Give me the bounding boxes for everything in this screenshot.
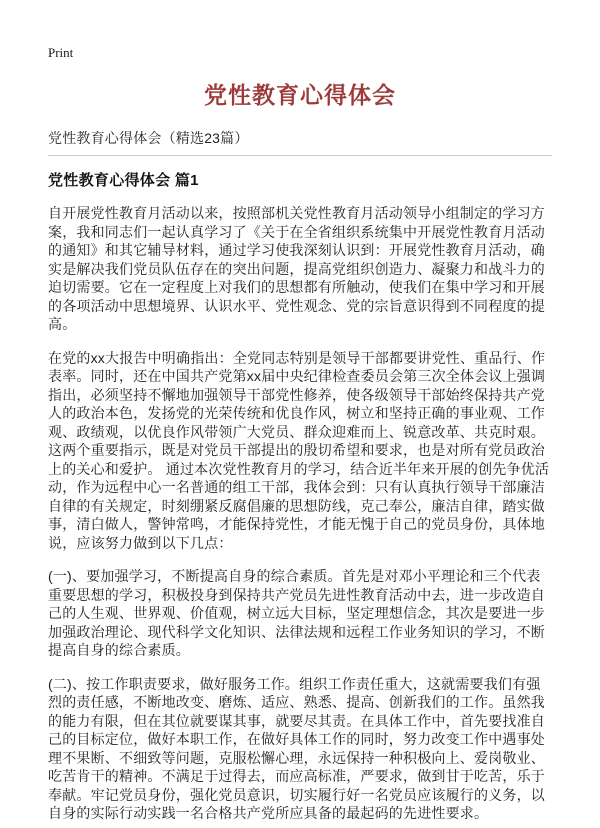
divider bbox=[48, 155, 552, 156]
document-title: 党性教育心得体会 bbox=[204, 82, 396, 108]
paragraph: 在党的xx大报告中明确指出：全党同志特别是领导干部都要讲党性、重品行、作表率。同时，还在中国共产党第xx届中央纪律检查委员会第三次全体会议上强调指出，必须坚持不懈地加强领导干部党性修养，使各级领导干部始终保持共产党人的政治本色，发扬党的光荣传统和优良作风，树立和坚持正确的事业观、工作观、政绩观，以优良作风带领广大党员、群众迎难而上、锐意改革、共克时艰。这两个重要指示，既是对党员干部提出的殷切希望和要求，也是对所有党员政治上的关心和爱护。 通过本次党性教育月的学习，结合近半年来开展的创先争优活动，作为远程中心一名普通的组工干部，我体会到：只有认真执行领导干部廉洁自律的有关规定，时刻绷紧反腐倡廉的思想防线，克己奉公，廉洁自律，踏实做事，清白做人，警钟常鸣，才能保持党性，才能无愧于自己的党员身份，具体地说，应该努力做到以下几点： bbox=[48, 349, 550, 551]
paragraph: 自开展党性教育月活动以来，按照部机关党性教育月活动领导小组制定的学习方案，我和同志们一起认真学习了《关于在全省组织系统集中开展党性教育月活动的通知》和其它辅导材料，通过学习使我深刻认识到：开展党性教育月活动，确实是解决我们党员队伍存在的突出问题，提高党组织创造力、凝聚力和战斗力的迫切需要。它在一定程度上对我们的思想都有所触动，使我们在集中学习和开展的各项活动中思想境界、认识水平、党性观念、党的宗旨意识得到不同程度的提高。 bbox=[48, 205, 545, 332]
paragraph: (二)、按工作职责要求，做好服务工作。组织工作责任重大，这就需要我们有强烈的责任感，不断地改变、磨炼、适应、熟悉、提高、创新我们的工作。虽然我的能力有限，但在其位就要谋其事，就要尽其责。在具体工作中，首先要找准自己的目标定位，做好本职工作，在做好具体工作的同时，努力改变工作中遇事处理不果断、不细致等问题，克服松懈心理，永远保持一种积极向上、爱岗敬业、吃苦肯干的精神。不满足于过得去，而应高标准，严要求，做到甘于吃苦，乐于奉献。牢记党员身份，强化党员意识，切实履行好一名党员应该履行的义务，以自身的实际行动实践一名合格共产党所应具备的最起码的先进性要求。 bbox=[48, 675, 545, 821]
document-subtitle: 党性教育心得体会（精选23篇） bbox=[48, 130, 249, 146]
section-heading: 党性教育心得体会 篇1 bbox=[48, 172, 199, 189]
paragraph: (一)、要加强学习，不断提高自身的综合素质。首先是对邓小平理论和三个代表重要思想的学习，积极投身到保持共产党员先进性教育活动中去，进一步改造自己的人生观、世界观、价值观，树立远大目标，坚定理想信念，其次是要进一步加强政治理论、现代科学文化知识、法律法规和远程工作业务知识的学习，不断提高自身的综合素质。 bbox=[48, 568, 545, 658]
print-button[interactable]: Print bbox=[48, 45, 74, 60]
